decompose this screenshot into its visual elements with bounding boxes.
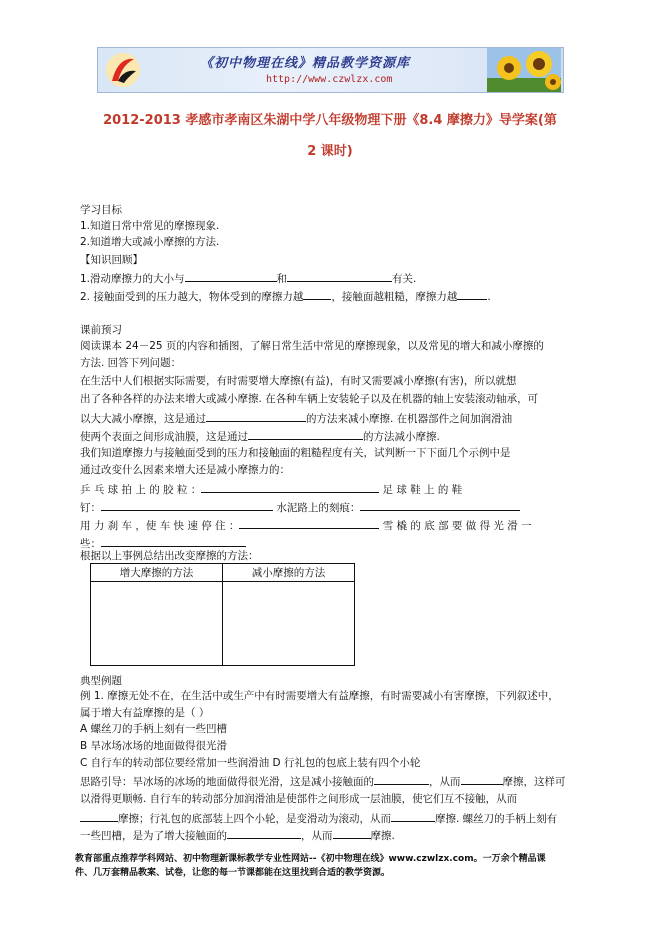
- hint-line: 以滑得更顺畅. 自行车的转动部分加润滑油是使部件之间形成一层油膜，使它们互不接触，从而: [80, 793, 518, 805]
- answer-blank[interactable]: [457, 289, 487, 300]
- review-heading: 【知识回顾】: [80, 254, 143, 266]
- preview-line: 在生活中人们根据实际需要，有时需要增大摩擦(有益)，有时又需要减小摩擦(有害)，所以就想: [80, 375, 517, 387]
- answer-blank[interactable]: [206, 411, 306, 422]
- review-question-1: 1.滑动摩擦力的大小与 和 有关.: [80, 273, 417, 285]
- answer-blank[interactable]: [227, 828, 301, 839]
- hint-line: 摩擦；行礼包的底部装上四个小轮，是变滑动为滚动，从而 摩擦. 螺丝刀的手柄上刻有: [80, 811, 557, 826]
- answer-blank[interactable]: [185, 271, 277, 282]
- table-cell-increase[interactable]: [91, 582, 223, 666]
- option-a: A 螺丝刀的手柄上刻有一些凹槽: [80, 723, 228, 735]
- header-banner: [97, 47, 564, 93]
- preview-line: 以大大减小摩擦，这是通过 的方法来减小摩擦. 在机器部件之间加润滑油: [80, 413, 513, 425]
- page-footer: [75, 852, 595, 880]
- preview-line: 通过改变什么因素来增大还是减小摩擦力的：: [80, 464, 290, 476]
- example-line: 乒 乓 球 拍 上 的 胶 粒 ： 足 球 鞋 上 的 鞋: [80, 484, 463, 496]
- option-c-d: C 自行车的转动部位要经常加一些润滑油 D 行礼包的包底上装有四个小轮: [80, 757, 421, 769]
- summary-line: 根据以上事例总结出改变摩擦的方法：: [80, 550, 259, 562]
- answer-blank[interactable]: [303, 289, 331, 300]
- answer-blank[interactable]: [239, 518, 379, 529]
- banner-title: 《初中物理在线》精品教学资源库: [200, 56, 411, 71]
- table-header-decrease: 减小摩擦的方法: [223, 564, 355, 582]
- preview-line: 阅读课本 24－25 页的内容和插图，了解日常生活中常见的摩擦现象，以及常见的增大和减小摩擦的: [80, 340, 544, 352]
- answer-blank[interactable]: [287, 271, 392, 282]
- example-line: 些：: [80, 536, 246, 551]
- example-heading: 典型例题: [80, 675, 122, 687]
- goal-item-1: 1.知道日常中常见的摩擦现象.: [80, 220, 220, 232]
- hint-line: 思路引导：旱冰场的冰场的地面做得很光滑，这是减小接触面的 ，从而 摩擦，这样可: [80, 776, 566, 788]
- example-line: 钉： 水泥路上的刻痕：: [80, 500, 520, 515]
- goal-item-2: 2.知道增大或减小摩擦的方法.: [80, 236, 220, 248]
- review-question-2: 2. 接触面受到的压力越大，物体受到的摩擦力越 ，接触面越粗糙，摩擦力越 .: [80, 291, 491, 303]
- hint-line: 一些凹槽，是为了增大接触面的 ，从而 摩擦.: [80, 830, 395, 842]
- answer-blank[interactable]: [374, 774, 429, 785]
- example-question: 属于增大有益摩擦的是（ ）: [80, 707, 210, 719]
- table-cell-decrease[interactable]: [223, 582, 355, 666]
- answer-blank[interactable]: [101, 500, 273, 511]
- site-logo-icon: [104, 51, 142, 89]
- answer-blank[interactable]: [101, 536, 246, 547]
- document-title-line1: 2012-2013 孝感市孝南区朱湖中学八年级物理下册《8.4 摩擦力》导学案(第: [103, 113, 557, 128]
- preview-line: 使两个表面之间形成油膜，这是通过 的方法减小摩擦.: [80, 431, 440, 443]
- preview-line: 方法. 回答下列问题：: [80, 357, 182, 369]
- document-title-line2: 2 课时): [307, 144, 353, 159]
- answer-blank[interactable]: [461, 774, 503, 785]
- answer-blank[interactable]: [80, 811, 118, 822]
- example-line: 用 力 刹 车 ，使 车 快 速 停 住 ： 雪 橇 的 底 部 要 做 得 光 滑 一: [80, 520, 532, 532]
- banner-url: http://www.czwlzx.com: [266, 74, 393, 85]
- goals-heading: 学习目标: [80, 204, 122, 216]
- answer-blank[interactable]: [333, 828, 371, 839]
- option-b: B 旱冰场冰场的地面做得很光滑: [80, 740, 228, 752]
- sunflower-icon: [487, 48, 561, 92]
- preview-line: 出了各种各样的办法来增大或减小摩擦. 在各种车辆上安装轮子以及在机器的轴上安装滚动轴承，可: [80, 393, 539, 405]
- answer-blank[interactable]: [201, 482, 379, 493]
- example-question: 例 1. 摩擦无处不在，在生活中或生产中有时需要增大有益摩擦，有时需要减小有害摩擦，下列叙述中，: [80, 690, 559, 702]
- footer-line-2: 件、几万套精品教案、试卷，让您的每一节课都能在这里找到合适的教学资源。: [75, 868, 391, 878]
- answer-blank[interactable]: [391, 811, 435, 822]
- preview-line: 我们知道摩擦力与接触面受到的压力和接触面的粗糙程度有关，试判断一下下面几个示例中是: [80, 447, 511, 459]
- friction-methods-table: [90, 563, 355, 666]
- answer-blank[interactable]: [248, 429, 363, 440]
- footer-line-1: 教育部重点推荐学科网站、初中物理新课标教学专业性网站--《初中物理在线》www.czwlzx.com。一万余个精品课: [75, 854, 546, 864]
- table-header-increase: 增大摩擦的方法: [91, 564, 223, 582]
- answer-blank[interactable]: [360, 500, 520, 511]
- preview-heading: 课前预习: [80, 324, 122, 336]
